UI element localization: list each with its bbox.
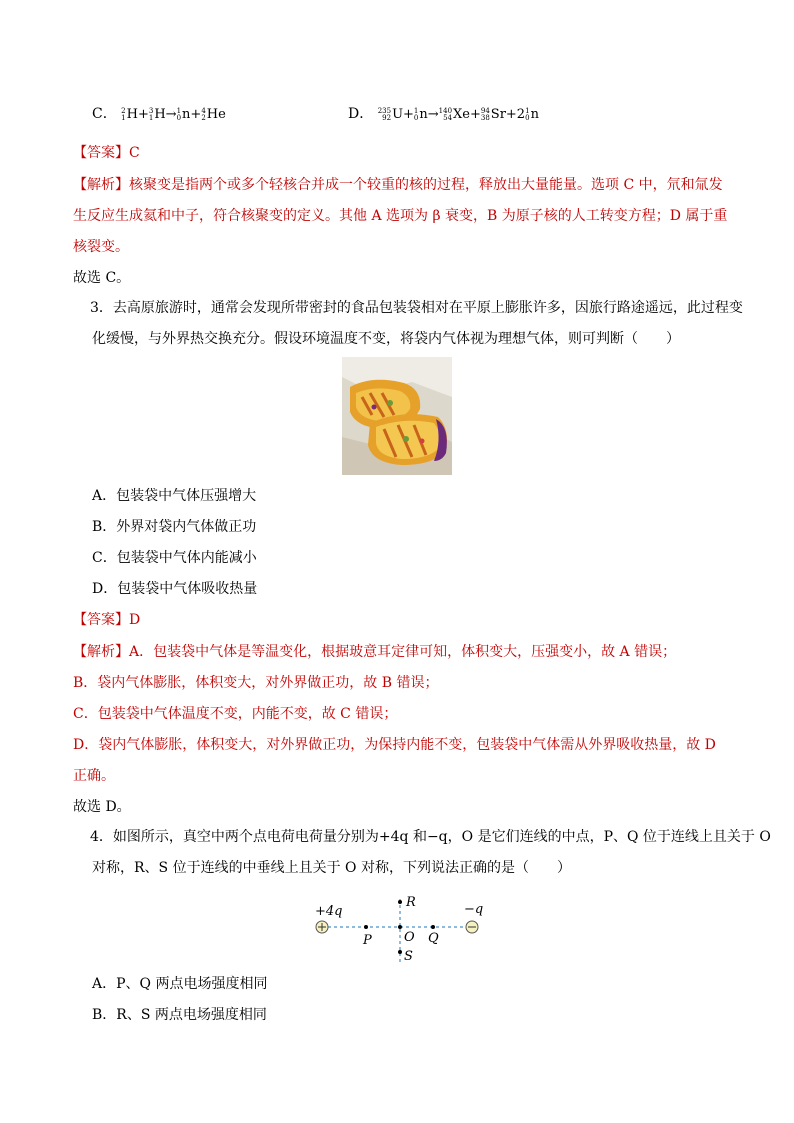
charge-diagram [300,893,500,968]
label-plus-4q: +4q [315,904,343,919]
q3-option-d: D．包装袋中气体吸收热量 [92,581,258,597]
label-s: S [404,949,413,964]
option-d-label: D． [348,106,374,122]
q3-answer: 【答案】D [73,612,141,628]
q3-option-c: C．包装袋中气体内能减小 [92,550,257,566]
option-c-label: C． [92,106,117,122]
q2-explanation-line-3: 核裂变。 [73,239,129,255]
equation-c: 2 1 H+ 3 1 H→ 1 0 n+ 4 2 He [121,106,226,122]
q3-explanation-line-3: C．包装袋中气体温度不变，内能不变，故 C 错误； [73,706,398,722]
q3-option-b: B．外界对袋内气体做正功 [92,519,257,535]
q3-explanation-line-5: 正确。 [73,768,115,784]
q4-stem-line-1: 4．如图所示，真空中两个点电荷电荷量分别为+4q 和−q，O 是它们连线的中点，P、Q 位于连线上且关于 O [90,829,771,845]
option-c [92,104,226,125]
q3-stem-line-2: 化缓慢，与外界热交换充分。假设环境温度不变，将袋内气体视为理想气体，则可判断（ ） [92,331,680,347]
q2-explanation-line-2: 生反应生成氦和中子，符合核聚变的定义。其他 A 选项为 β 衰变，B 为原子核的人工转变方程；D 属于重 [73,208,728,224]
q4-option-a: A．P、Q 两点电场强度相同 [92,976,268,992]
q2-answer: 【答案】C [73,145,140,161]
q3-stem-line-1: 3．去高原旅游时，通常会发现所带密封的食品包装袋相对在平原上膨胀许多，因旅行路途遥远，此过程变 [90,300,743,316]
q3-explanation-line-1: 【解析】A．包装袋中气体是等温变化，根据玻意耳定律可知，体积变大，压强变小，故 A 错误； [73,644,677,660]
q3-conclusion: 故选 D。 [73,799,131,815]
label-r: R [406,895,416,910]
option-d [348,104,539,125]
q2-explanation-line-1: 【解析】核聚变是指两个或多个轻核合并成一个较重的核的过程，释放出大量能量。选项 C 中，氘和氚发 [73,177,723,193]
label-q: Q [428,931,439,946]
label-p: P [363,933,372,948]
q3-explanation-line-4: D．袋内气体膨胀，体积变大，对外界做正功，为保持内能不变，包装袋中气体需从外界吸收热量，故 D [73,737,716,753]
q3-option-a: A．包装袋中气体压强增大 [92,488,257,504]
label-o: O [404,930,415,945]
snack-bag-photo [342,357,452,475]
equation-d: 235 92 U+ 1 0 n→ 140 54 Xe+ 94 38 Sr+2 1 0 n [377,106,539,122]
label-minus-q: −q [464,902,484,917]
q4-option-b: B．R、S 两点电场强度相同 [92,1007,267,1023]
q2-conclusion: 故选 C。 [73,270,131,286]
q4-stem-line-2: 对称，R、S 位于连线的中垂线上且关于 O 对称，下列说法正确的是（ ） [92,860,571,876]
q3-explanation-line-2: B．袋内气体膨胀，体积变大，对外界做正功，故 B 错误； [73,675,439,691]
